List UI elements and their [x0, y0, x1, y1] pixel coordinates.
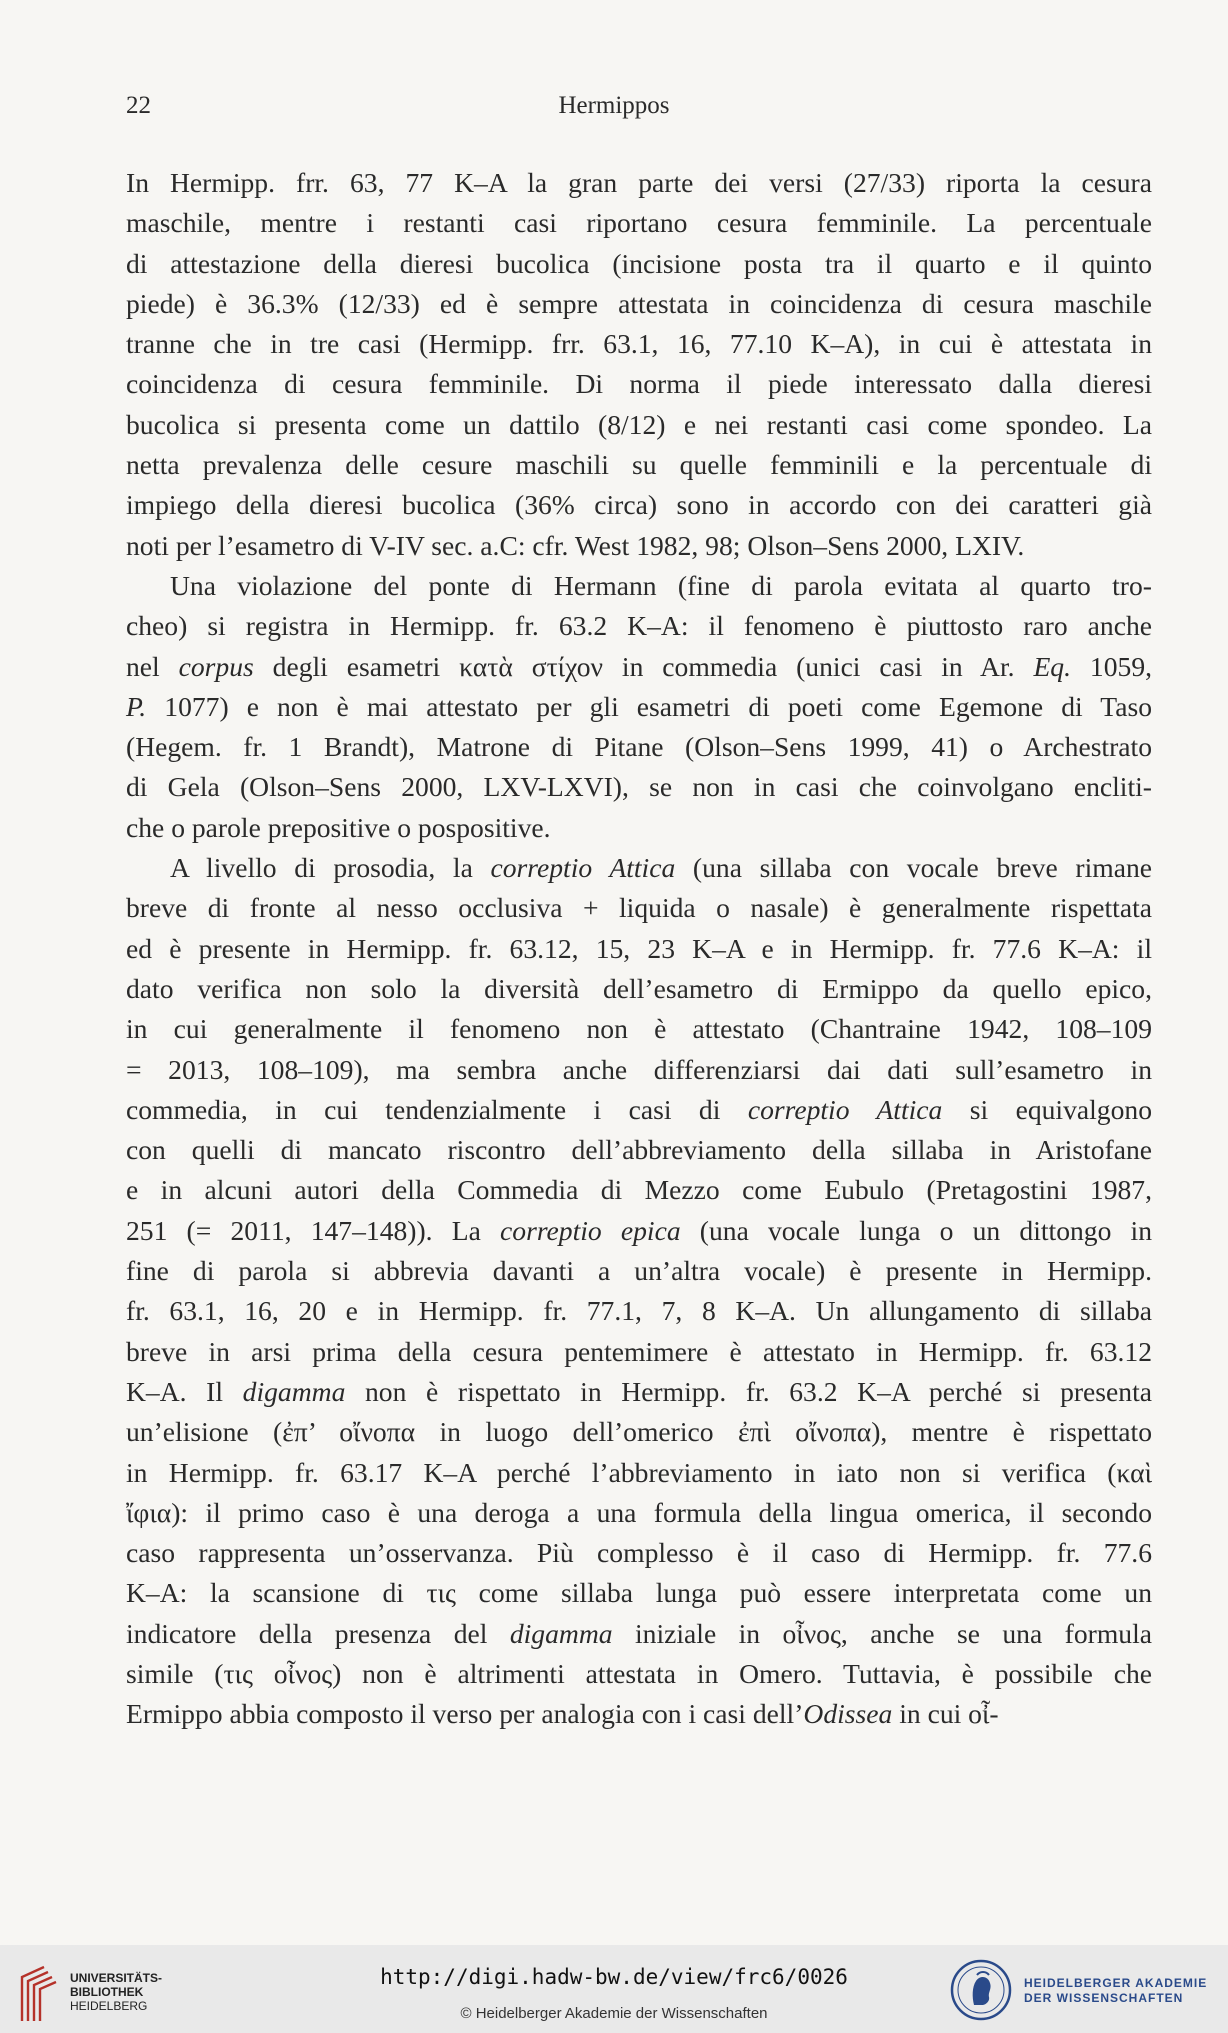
text-line [126, 808, 1152, 848]
footer-bar [0, 1945, 1228, 2033]
text-line [126, 1372, 1152, 1412]
text-line [126, 244, 1152, 284]
text-line [126, 364, 1152, 404]
text-segment: ἴφια): il primo caso è una deroga a una formula della lingua omerica, il secondo [126, 1496, 1152, 1528]
text-segment: K–A. Il [126, 1375, 243, 1407]
library-name-line: HEIDELBERG [70, 1999, 148, 2013]
text-line [126, 1533, 1152, 1573]
academy-name-line: HEIDELBERGER AKADEMIE [1024, 1976, 1208, 1990]
text-segment: nel [126, 650, 179, 682]
body-text [126, 163, 1152, 1735]
text-line [126, 405, 1152, 445]
text-segment: bucolica si presenta come un dattilo (8/12) e nei restanti casi come spondeo. La [126, 408, 1152, 440]
text-segment: di attestazione della dieresi bucolica (incisione posta tra il quarto e il quinto [126, 247, 1152, 279]
text-segment: (Hegem. fr. 1 Brandt), Matrone di Pitane (Olson–Sens 1999, 41) o Archestrato [126, 731, 1152, 763]
text-segment: Ermippo abbia composto il verso per analogia con i casi dell’ [126, 1698, 804, 1730]
italic-text-segment: correptio epica [500, 1214, 681, 1246]
text-line [126, 203, 1152, 243]
text-segment: (una vocale lunga o un dittongo in [680, 1214, 1153, 1246]
text-segment: in cui οἶ- [892, 1698, 999, 1730]
running-title: Hermippos [558, 92, 670, 119]
text-segment: caso rappresenta un’osservanza. Più complesso è il caso di Hermipp. fr. 77.6 [126, 1537, 1152, 1569]
text-segment: non è rispettato in Hermipp. fr. 63.2 K–A perché si presenta [345, 1375, 1153, 1407]
text-line [126, 848, 1152, 888]
text-line [126, 1453, 1152, 1493]
text-line [126, 1573, 1152, 1613]
italic-text-segment: corpus [178, 650, 254, 682]
text-line [126, 1211, 1152, 1251]
italic-text-segment: Eq. [1033, 650, 1072, 682]
library-name-line: UNIVERSITÄTS- [70, 1971, 163, 1985]
italic-text-segment: P. [126, 690, 147, 722]
text-segment: fine di parola si abbrevia davanti a un’altra vocale) è presente in Hermipp. [126, 1255, 1152, 1287]
text-segment: In Hermipp. frr. 63, 77 K–A la gran parte dei versi (27/33) riporta la cesura [126, 167, 1152, 198]
academy-name-line: DER WISSENSCHAFTEN [1024, 1991, 1184, 2005]
text-segment: A livello di prosodia, la [170, 852, 491, 884]
text-segment: cheo) si registra in Hermipp. fr. 63.2 K–A: il fenomeno è piuttosto raro anche [126, 610, 1152, 642]
text-line [126, 888, 1152, 928]
text-line [126, 1050, 1152, 1090]
text-segment: Una violazione del ponte di Hermann (fine di parola evitata al quarto tro- [170, 569, 1152, 601]
text-segment: (una sillaba con vocale breve rimane [675, 852, 1152, 884]
text-line [126, 1009, 1152, 1049]
text-line [126, 606, 1152, 646]
text-segment: 251 (= 2011, 147–148)). La [126, 1214, 501, 1246]
text-segment: tranne che in tre casi (Hermipp. frr. 63.1, 16, 77.10 K–A), in cui è attestata in [126, 328, 1152, 360]
text-line [126, 1251, 1152, 1291]
text-segment: piede) è 36.3% (12/33) ed è sempre attestata in coincidenza di cesura maschile [126, 287, 1152, 319]
text-line [126, 647, 1152, 687]
italic-text-segment: Odissea [803, 1698, 893, 1730]
page-number: 22 [126, 92, 151, 119]
text-segment: con quelli di mancato riscontro dell’abbreviamento della sillaba in Aristofane [126, 1134, 1152, 1166]
text-segment: degli esametri κατὰ στίχον in commedia (unici casi in Ar. [253, 650, 1034, 682]
academy-seal-icon [950, 1959, 1012, 2021]
text-segment: = 2013, 108–109), ma sembra anche differenziarsi dai dati sull’esametro in [126, 1053, 1152, 1085]
text-line [126, 324, 1152, 364]
text-line [126, 1130, 1152, 1170]
text-line [126, 163, 1152, 203]
text-segment: commedia, in cui tendenzialmente i casi di [126, 1093, 748, 1125]
text-segment: si equivalgono [942, 1093, 1152, 1125]
text-segment: di Gela (Olson–Sens 2000, LXV-LXVI), se non in casi che coinvolgano encliti- [126, 771, 1152, 803]
text-segment: coincidenza di cesura femminile. Di norma il piede interessato dalla dieresi [126, 368, 1152, 400]
text-line [126, 1654, 1152, 1694]
text-segment: che o parole prepositive o pospositive. [126, 811, 551, 843]
text-segment: dato verifica non solo la diversità dell’esametro di Ermippo da quello epico, [126, 972, 1152, 1004]
copyright-notice: © Heidelberger Akademie der Wissenschaften [460, 2005, 768, 2022]
text-line [126, 485, 1152, 525]
text-segment: impiego della dieresi bucolica (36% circa) sono in accordo con dei caratteri già [126, 489, 1152, 521]
text-line [126, 445, 1152, 485]
text-line [126, 1493, 1152, 1533]
permalink-url[interactable]: http://digi.hadw-bw.de/view/frc6/0026 [380, 1965, 848, 1989]
text-segment: in cui generalmente il fenomeno non è attestato (Chantraine 1942, 108–109 [126, 1013, 1152, 1045]
text-line [126, 1614, 1152, 1654]
text-segment: 1059, [1071, 650, 1153, 682]
text-segment: iniziale in οἶνος, anche se una formula [612, 1617, 1152, 1649]
text-line [126, 1291, 1152, 1331]
text-line [126, 566, 1152, 606]
academy-name [1024, 1976, 1207, 2006]
text-segment: noti per l’esametro di V-IV sec. a.C: cfr. West 1982, 98; Olson–Sens 2000, LXIV. [126, 529, 1025, 561]
text-segment: indicatore della presenza del [126, 1617, 510, 1649]
text-segment: un’elisione (ἐπ’ οἴνοπα in luogo dell’omerico ἐπὶ οἴνοπα), mentre è rispettato [126, 1416, 1152, 1448]
text-segment: 1077) e non è mai attestato per gli esametri di poeti come Egemone di Taso [146, 690, 1152, 722]
text-segment: in Hermipp. fr. 63.17 K–A perché l’abbreviamento in iato non si verifica (καὶ [126, 1456, 1152, 1488]
text-segment: K–A: la scansione di τις come sillaba lunga può essere interpretata come un [126, 1577, 1152, 1609]
text-segment: simile (τις οἶνος) non è altrimenti attestata in Omero. Tuttavia, è possibile che [126, 1657, 1152, 1689]
text-segment: maschile, mentre i restanti casi riportano cesura femminile. La percentuale [126, 207, 1152, 239]
text-line [126, 1090, 1152, 1130]
text-segment: breve in arsi prima della cesura pentemimere è attestato in Hermipp. fr. 63.12 [126, 1335, 1152, 1367]
italic-text-segment: correptio Attica [747, 1093, 943, 1125]
text-line [126, 929, 1152, 969]
text-line [126, 526, 1152, 566]
text-line [126, 1412, 1152, 1452]
text-line [126, 1332, 1152, 1372]
text-segment: ed è presente in Hermipp. fr. 63.12, 15, 23 K–A e in Hermipp. fr. 77.6 K–A: il [126, 932, 1152, 964]
text-line [126, 1694, 1152, 1734]
text-segment: e in alcuni autori della Commedia di Mezzo come Eubulo (Pretagostini 1987, [126, 1174, 1152, 1206]
running-head [126, 92, 1102, 132]
text-line [126, 687, 1152, 727]
italic-text-segment: correptio Attica [490, 852, 676, 884]
italic-text-segment: digamma [242, 1375, 346, 1407]
text-line [126, 969, 1152, 1009]
library-name-line: BIBLIOTHEK [70, 1985, 144, 1999]
text-line [126, 284, 1152, 324]
text-line [126, 727, 1152, 767]
text-segment: netta prevalenza delle cesure maschili su quelle femminili e la percentuale di [126, 449, 1152, 481]
text-line [126, 1170, 1152, 1210]
italic-text-segment: digamma [509, 1617, 613, 1649]
text-segment: fr. 63.1, 16, 20 e in Hermipp. fr. 77.1, 7, 8 K–A. Un allungamento di sillaba [126, 1295, 1152, 1327]
text-line [126, 767, 1152, 807]
text-segment: breve di fronte al nesso occlusiva + liquida o nasale) è generalmente rispettata [126, 892, 1152, 924]
